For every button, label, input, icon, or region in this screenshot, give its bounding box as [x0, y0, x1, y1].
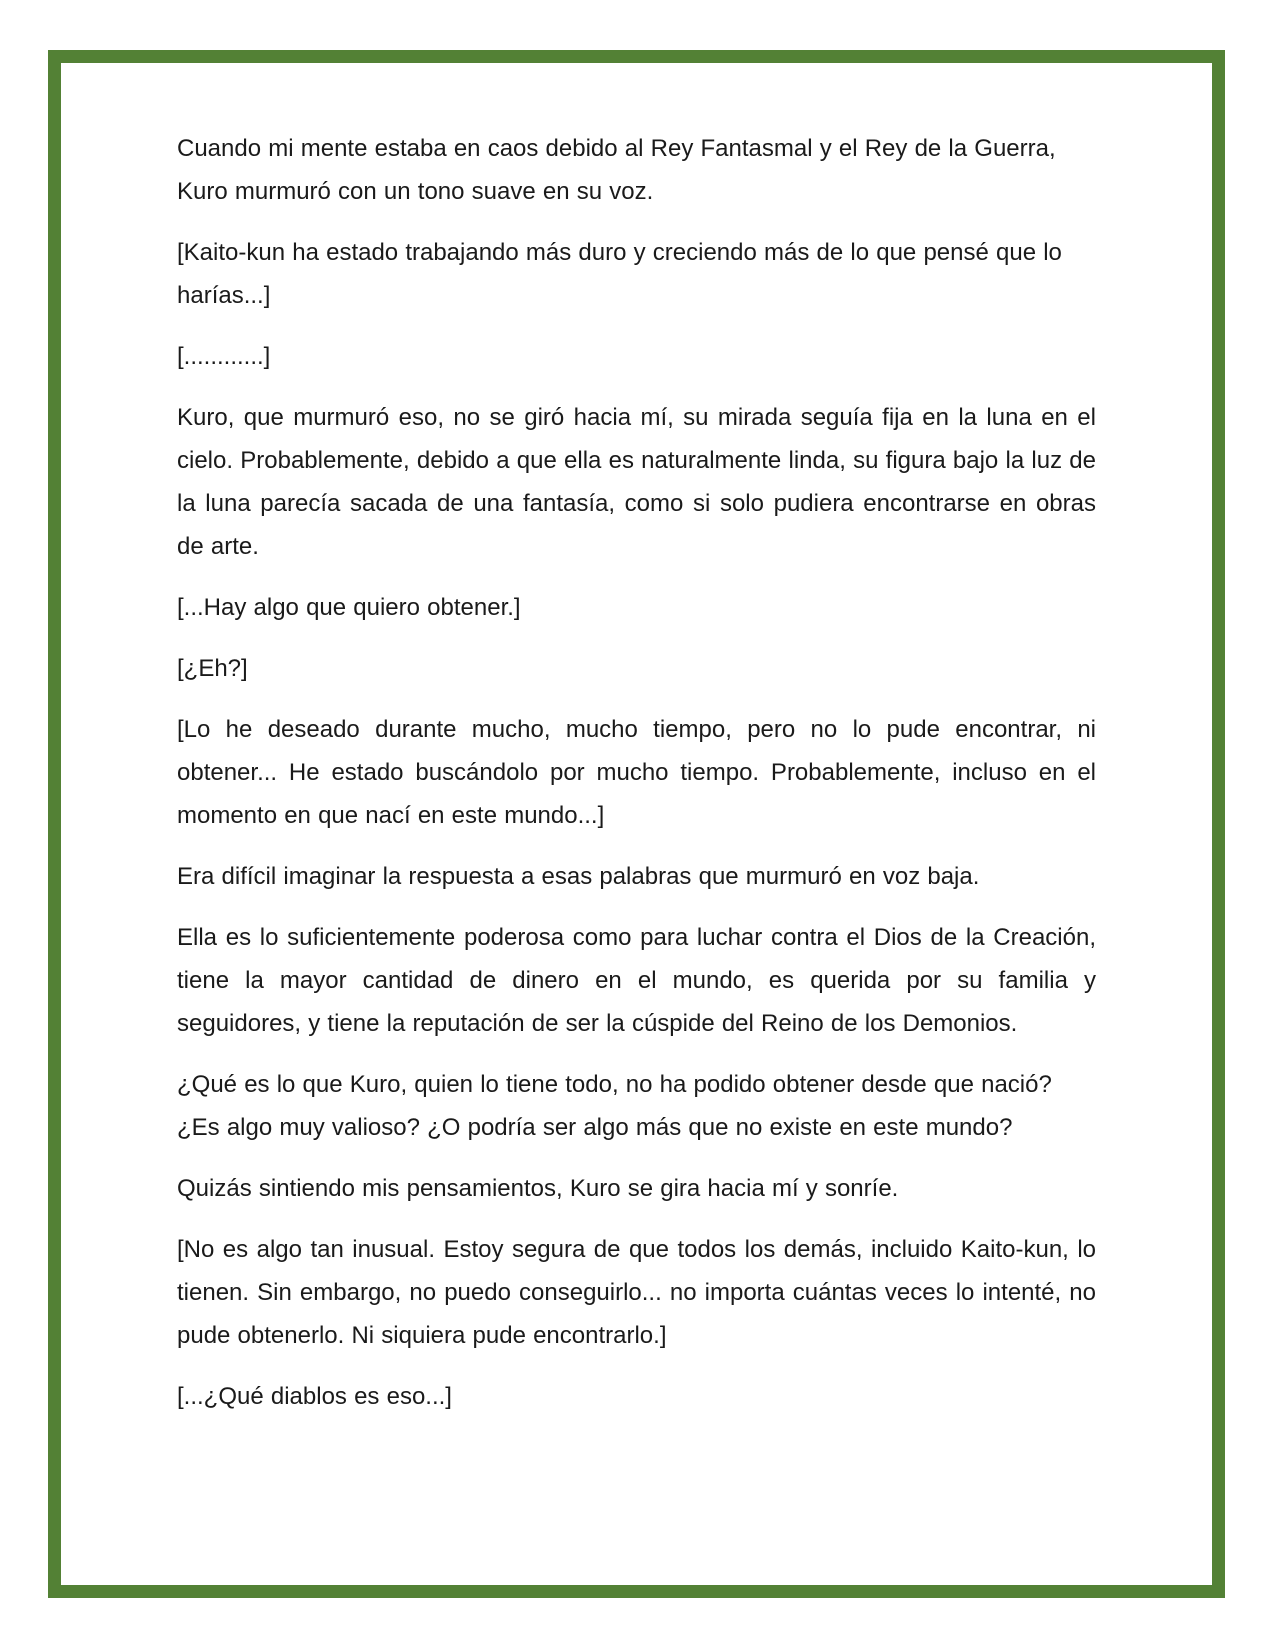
page-border-frame [48, 50, 1225, 1598]
paragraph-dialogue: [¿Eh?] [177, 655, 248, 682]
paragraph-narration: Cuando mi mente estaba en caos debido al Rey Fantasmal y el Rey de la Guerra, Kuro murmuró con un tono suave en su voz. [177, 135, 1056, 205]
paragraph-dialogue: [No es algo tan inusual. Estoy segura de que todos los demás, incluido Kaito-kun, lo tienen. Sin embargo, no puedo conseguirlo... no importa cuántas veces lo intenté, no pude obtenerlo. Ni siquiera pude encontrarlo.] [177, 1236, 1096, 1349]
paragraph-narration: Ella es lo suficientemente poderosa como para luchar contra el Dios de la Creación, tiene la mayor cantidad de dinero en el mundo, es querida por su familia y seguidores, y tiene la reputación de ser la cúspide del Reino de los Demonios. [177, 924, 1096, 1037]
paragraph-dialogue-silence: [............] [177, 343, 271, 370]
paragraph-dialogue: [Lo he deseado durante mucho, mucho tiempo, pero no lo pude encontrar, ni obtener... He estado buscándolo por mucho tiempo. Probablemente, incluso en el momento en que nací en este mundo...] [177, 716, 1096, 829]
paragraph-dialogue: [...Hay algo que quiero obtener.] [177, 594, 521, 621]
paragraph-narration: Quizás sintiendo mis pensamientos, Kuro se gira hacia mí y sonríe. [177, 1175, 899, 1202]
document-page [61, 63, 1212, 1585]
paragraph-narration: Kuro, que murmuró eso, no se giró hacia mí, su mirada seguía fija en la luna en el cielo. Probablemente, debido a que ella es naturalmente linda, su figura bajo la luz de la luna parecía sacada de una fantasía, como si solo pudiera encontrarse en obras de arte. [177, 404, 1096, 560]
paragraph-narration: Era difícil imaginar la respuesta a esas palabras que murmuró en voz baja. [177, 863, 980, 890]
paragraph-dialogue: [Kaito-kun ha estado trabajando más duro y creciendo más de lo que pensé que lo harías...] [177, 239, 1062, 309]
paragraph-dialogue: [...¿Qué diablos es eso...] [177, 1383, 452, 1410]
paragraph-narration: ¿Qué es lo que Kuro, quien lo tiene todo, no ha podido obtener desde que nació? ¿Es algo muy valioso? ¿O podría ser algo más que no existe en este mundo? [177, 1071, 1052, 1141]
